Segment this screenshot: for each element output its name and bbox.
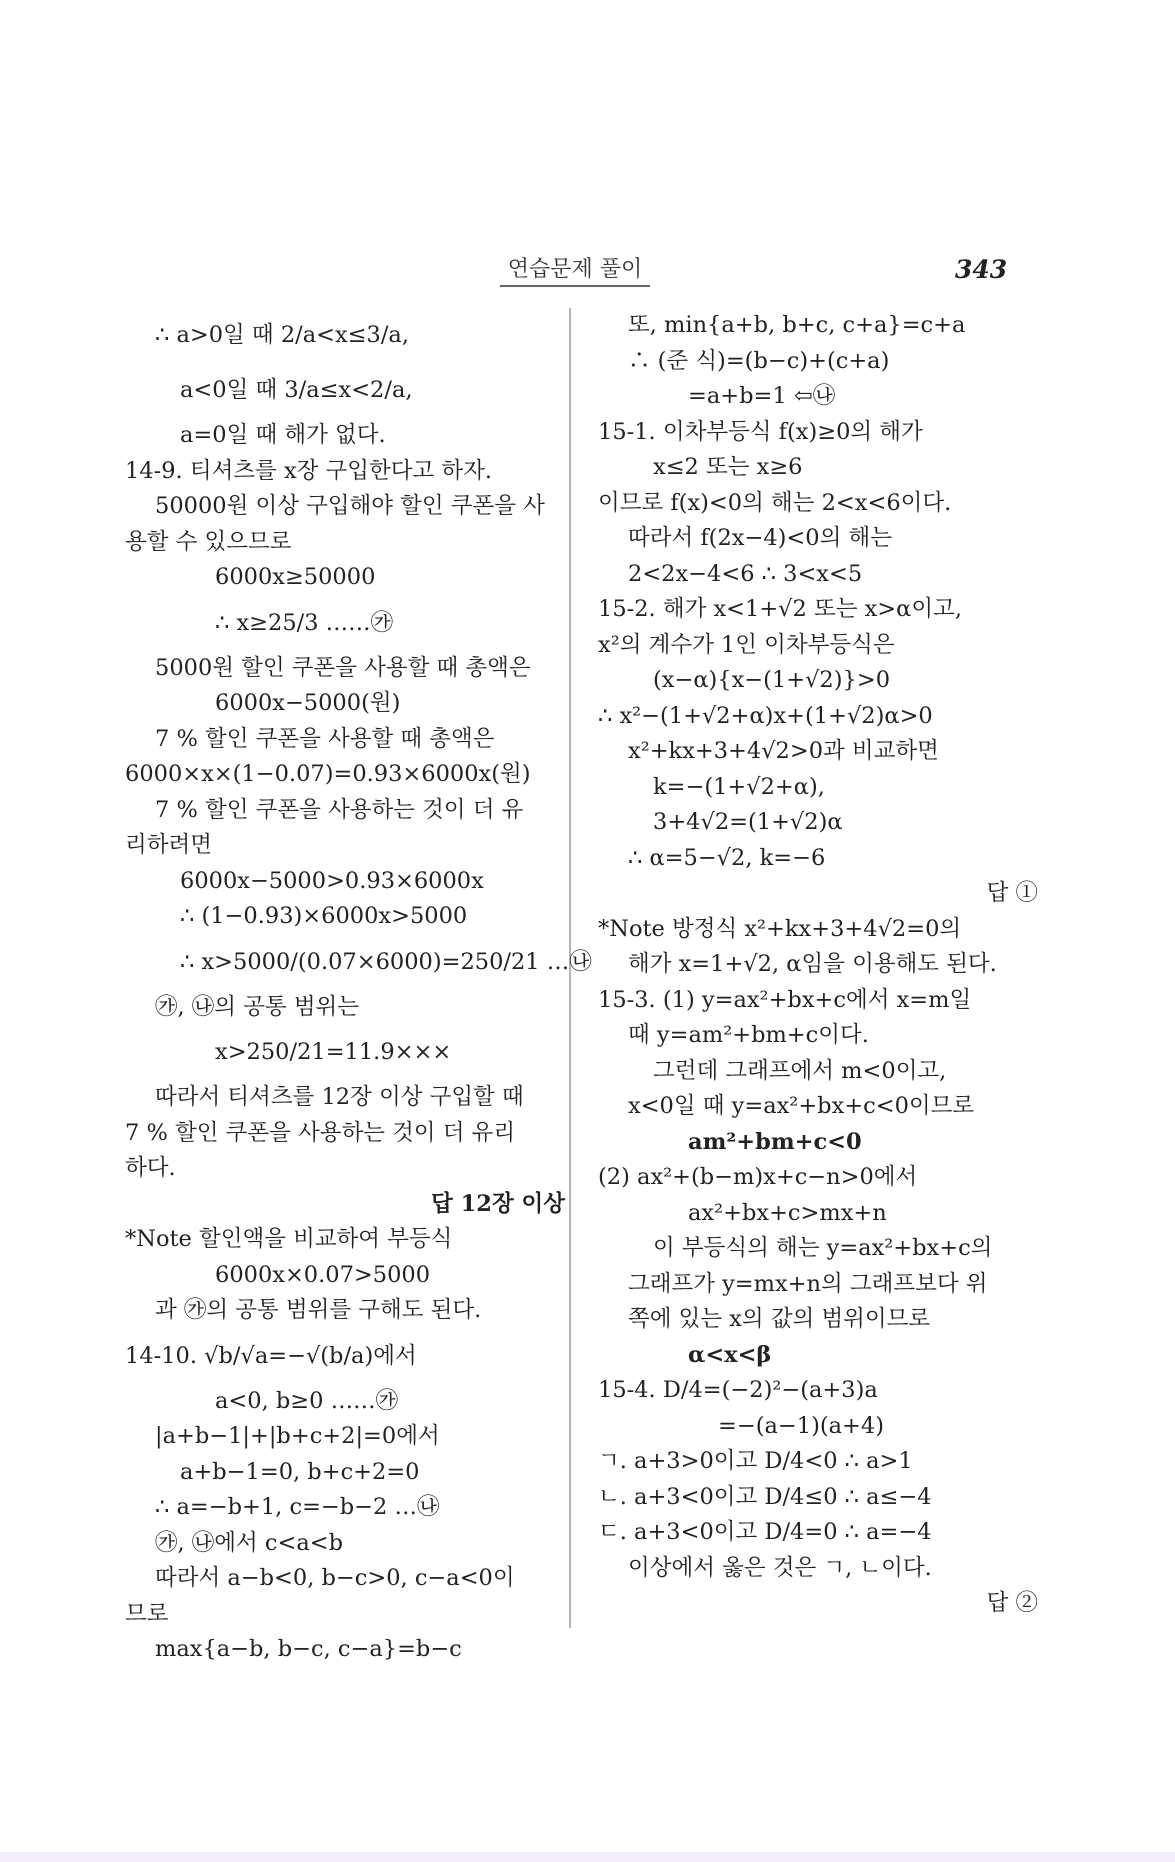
text-line: 므로	[125, 1600, 169, 1627]
equation-line: 6000×x×(1−0.07)=0.93×6000x(원)	[125, 761, 531, 787]
text-line: 7 % 할인 쿠폰을 사용하는 것이 더 유리	[125, 1119, 516, 1146]
text-line: 50000원 이상 구입해야 할인 쿠폰을 사	[155, 493, 545, 519]
equation-line: a<0, b≥0 ……㉮	[215, 1387, 399, 1414]
text-line: 그래프가 y=mx+n의 그래프보다 위	[628, 1270, 988, 1297]
text-line: 이 부등식의 해는 y=ax²+bx+c의	[653, 1235, 993, 1261]
equation-line: max{a−b, b−c, c−a}=b−c	[155, 1636, 462, 1662]
equation-line: k=−(1+√2+α),	[653, 773, 825, 800]
equation-line: =a+b=1 ⇦㉯	[688, 383, 836, 409]
problem-15-2-header: 15-2. 해가 x<1+√2 또는 x>α이고,	[598, 596, 962, 622]
problem-14-10-header: 14-10. √b/√a=−√(b/a)에서	[125, 1342, 417, 1369]
equation-line: 2<2x−4<6 ∴ 3<x<5	[628, 560, 863, 587]
equation-line: x<0일 때 y=ax²+bx+c<0이므로	[628, 1093, 975, 1119]
text-line: 7 % 할인 쿠폰을 사용할 때 총액은	[155, 725, 495, 752]
text-line: 그런데 그래프에서 m<0이고,	[653, 1057, 947, 1084]
text-line: a=0일 때 해가 없다.	[180, 422, 386, 448]
text-line: 용할 수 있으므로	[125, 528, 292, 555]
text-line: 이상에서 옳은 것은 ㄱ, ㄴ이다.	[628, 1554, 932, 1581]
equation-line: ∴ x>5000/(0.07×6000)=250/21 …㉯	[180, 948, 592, 975]
problem-15-4-header: 15-4. D/4=(−2)²−(a+3)a	[598, 1377, 878, 1403]
equation-line: ∴ α=5−√2, k=−6	[628, 844, 826, 871]
text-line: 따라서 f(2x−4)<0의 해는	[628, 525, 892, 551]
equation-line: am²+bm+c<0	[688, 1128, 862, 1155]
text-line: ㄴ. a+3<0이고 D/4≤0 ∴ a≤−4	[598, 1483, 932, 1510]
text-line: x²의 계수가 1인 이차부등식은	[598, 631, 895, 658]
text-line: ㉮, ㉯에서 c<a<b	[155, 1529, 344, 1556]
equation-line: 3+4√2=(1+√2)α	[653, 809, 843, 835]
equation-line: (2) ax²+(b−m)x+c−n>0에서	[598, 1164, 918, 1190]
equation-line: 6000x−5000>0.93×6000x	[180, 867, 484, 894]
text-line: ㄱ. a+3>0이고 D/4<0 ∴ a>1	[598, 1448, 913, 1474]
text-line: 5000원 할인 쿠폰을 사용할 때 총액은	[155, 654, 531, 681]
equation-line: ax²+bx+c>mx+n	[688, 1199, 887, 1226]
answer-line: 답 ②	[986, 1590, 1038, 1616]
equation-line: x²+kx+3+4√2>0과 비교하면	[628, 738, 939, 764]
equation-line: ∴ a=−b+1, c=−b−2 …㉯	[155, 1494, 440, 1520]
equation-line: x≤2 또는 x≥6	[653, 454, 803, 480]
text-line: 이므로 f(x)<0의 해는 2<x<6이다.	[598, 489, 952, 516]
text-line: 과 ㉮의 공통 범위를 구해도 된다.	[155, 1297, 482, 1323]
equation-line: a+b−1=0, b+c+2=0	[180, 1458, 420, 1485]
text-line: 따라서 a−b<0, b−c>0, c−a<0이	[155, 1565, 515, 1591]
equation-line: 6000x−5000(원)	[215, 690, 401, 716]
problem-14-9-header: 14-9. 티셔츠를 x장 구입한다고 하자.	[125, 457, 492, 484]
equation-line: 6000x≥50000	[215, 564, 376, 590]
text-line: 때 y=am²+bm+c이다.	[628, 1022, 869, 1048]
text-line: ㉮, ㉯의 공통 범위는	[155, 993, 360, 1020]
note-line: *Note 할인액을 비교하여 부등식	[125, 1226, 453, 1252]
text-line: ∴ a>0일 때 2/a<x≤3/a,	[155, 322, 409, 348]
page-number: 343	[955, 255, 1008, 284]
equation-line: 6000x×0.07>5000	[215, 1261, 431, 1288]
equation-line: |a+b−1|+|b+c+2|=0에서	[155, 1423, 440, 1449]
text-line: 따라서 티셔츠를 12장 이상 구입할 때	[155, 1084, 524, 1110]
page-bottom-strip	[0, 1852, 1175, 1862]
text-line: 리하려면	[125, 832, 212, 858]
text-line: 하다.	[125, 1155, 176, 1181]
text-line: 7 % 할인 쿠폰을 사용하는 것이 더 유	[155, 796, 524, 823]
left-column	[125, 308, 592, 1668]
problem-15-1-header: 15-1. 이차부등식 f(x)≥0의 해가	[598, 418, 923, 445]
text-line: 쪽에 있는 x의 값의 범위이므로	[628, 1306, 931, 1332]
problem-15-3-header: 15-3. (1) y=ax²+bx+c에서 x=m일	[598, 986, 972, 1013]
equation-line: ∴ x≥25/3 ……㉮	[215, 609, 394, 636]
equation-line: =−(a−1)(a+4)	[718, 1412, 884, 1439]
equation-line: ∴ (1−0.93)×6000x>5000	[180, 903, 468, 929]
answer-line: 답 ①	[986, 880, 1038, 906]
right-column	[598, 308, 1038, 1622]
equation-line: ∴ (준 식)=(b−c)+(c+a)	[628, 347, 890, 374]
note-line: *Note 방정식 x²+kx+3+4√2=0의	[598, 915, 962, 942]
equation-line: (x−α){x−(1+√2)}>0	[653, 667, 891, 693]
equation-line: α<x<β	[688, 1341, 772, 1368]
answer-line: 답 12장 이상	[431, 1190, 565, 1217]
equation-line: ∴ x²−(1+√2+α)x+(1+√2)α>0	[598, 702, 933, 729]
text-line: ㄷ. a+3<0이고 D/4=0 ∴ a=−4	[598, 1519, 932, 1545]
text-line: 또, min{a+b, b+c, c+a}=c+a	[628, 312, 966, 338]
text-line: 해가 x=1+√2, α임을 이용해도 된다.	[628, 951, 997, 977]
equation-line: x>250/21=11.9×××	[215, 1039, 452, 1065]
page-header-title: 연습문제 풀이	[500, 252, 650, 287]
text-line: a<0일 때 3/a≤x<2/a,	[180, 377, 413, 403]
